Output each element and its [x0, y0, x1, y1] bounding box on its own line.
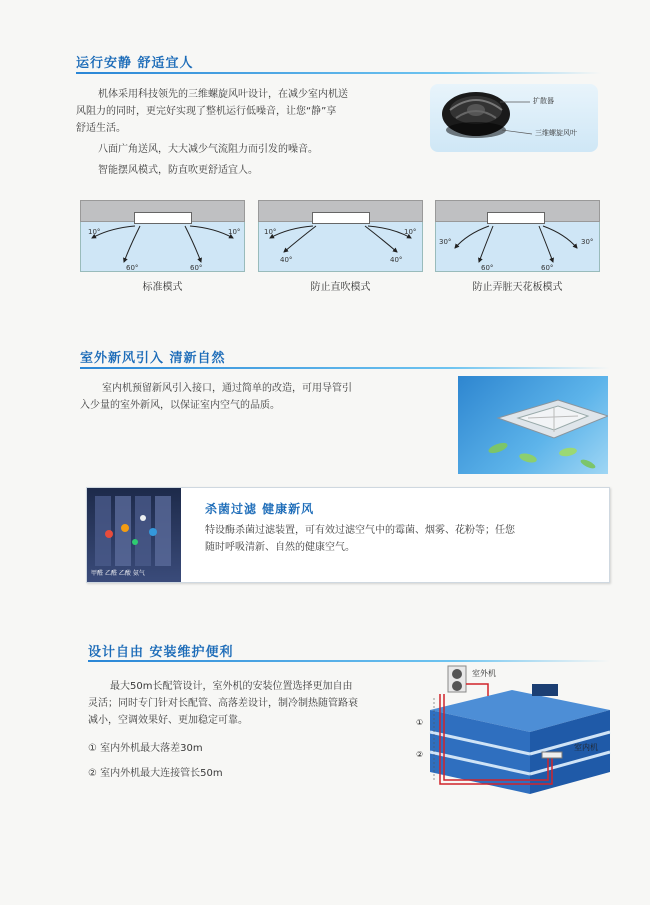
- section4-para-line2: 灵活；同时专门针对长配管、高落差设计，制冷制热随管路衰: [88, 698, 358, 709]
- marker-1-label: ①: [416, 718, 424, 727]
- section2-para-line2: 入少量的室外新风，以保证室内空气的品质。: [80, 400, 280, 411]
- section4-list: [88, 740, 388, 782]
- angle-label: 10°: [228, 228, 241, 236]
- list-number: ②: [88, 768, 97, 779]
- section3-para-line2: 随时呼吸清新、自然的健康空气。: [205, 542, 355, 553]
- list-text: 室内外机最大连接管长50m: [100, 768, 223, 779]
- building-illustration: [412, 664, 612, 804]
- building-diagram: [412, 664, 612, 804]
- fan-label-blade: 三维螺旋风叶: [535, 129, 577, 137]
- outdoor-unit-label: 室外机: [472, 669, 496, 678]
- angle-label: 10°: [88, 228, 101, 236]
- list-item: [88, 765, 388, 782]
- angle-label: 10°: [404, 228, 417, 236]
- mode-label-standard: 标准模式: [142, 282, 183, 293]
- section3-paragraph: [205, 522, 600, 556]
- indoor-unit-label: 室内机: [574, 743, 598, 752]
- fan-image: [430, 84, 598, 152]
- filter-label: 乙酸: [118, 570, 131, 577]
- section1-para3: 智能摆风模式，防直吹更舒适宜人。: [98, 165, 258, 176]
- section2-paragraph: [80, 380, 420, 414]
- angle-label: 60°: [190, 264, 203, 272]
- section1-para1-line3: 舒适生活。: [76, 123, 126, 134]
- angle-label: 40°: [280, 256, 293, 264]
- section1-para2: 八面广角送风，大大减少气流阻力而引发的噪音。: [98, 144, 318, 155]
- mode-diagram-no-direct: [258, 200, 423, 272]
- section4-para-line1: 最大50m长配管设计，室外机的安装位置选择更加自由: [110, 681, 353, 692]
- section3-title: 杀菌过滤 健康新风: [205, 502, 315, 516]
- section2-title: 室外新风引入 清新自然: [80, 351, 226, 366]
- filter-label: 乙醛: [104, 570, 117, 577]
- angle-label: 60°: [541, 264, 554, 272]
- filter-label: 氨气: [132, 570, 145, 577]
- angle-label: 30°: [581, 238, 594, 246]
- angle-label: 60°: [481, 264, 494, 272]
- filter-image: [87, 488, 181, 582]
- angle-label: 40°: [390, 256, 403, 264]
- list-text: 室内外机最大落差30m: [100, 743, 203, 754]
- fan-illustration: [430, 84, 598, 152]
- cassette-ac-image: [458, 376, 608, 474]
- section1-para1-line2: 风阻力的同时，更完好实现了整机运行低噪音，让您“静”享: [76, 106, 337, 117]
- section4-title: 设计自由 安装维护便利: [88, 645, 234, 660]
- marker-2-label: ②: [416, 750, 424, 759]
- mode-diagram-standard: [80, 200, 245, 272]
- filter-labels: [91, 568, 145, 577]
- fan-label-diffuser: 扩散器: [533, 97, 554, 105]
- section4-underline: [88, 660, 610, 662]
- section1-underline: [76, 72, 601, 74]
- angle-label: 30°: [439, 238, 452, 246]
- cassette-ac-illustration: [458, 376, 608, 474]
- section1-paragraph: [76, 86, 406, 179]
- section3-para-line1: 特设酶杀菌过滤装置，可有效过滤空气中的霉菌、烟雾、花粉等；任您: [205, 525, 515, 536]
- list-item: [88, 740, 388, 757]
- section3-card: [86, 487, 610, 583]
- angle-label: 10°: [264, 228, 277, 236]
- filter-label: 甲醛: [91, 570, 104, 577]
- angle-label: 60°: [126, 264, 139, 272]
- mode-diagram-no-dirty-ceiling: [435, 200, 600, 272]
- mode-label-no-direct: 防止直吹模式: [310, 282, 371, 293]
- section1-para1-line1: 机体采用科技领先的三维螺旋风叶设计，在减少室内机送: [98, 89, 348, 100]
- mode-label-no-dirty-ceiling: 防止弄脏天花板模式: [472, 282, 563, 293]
- section1-title: 运行安静 舒适宜人: [76, 56, 194, 71]
- section2-para-line1: 室内机预留新风引入接口，通过简单的改造，可用导管引: [102, 383, 352, 394]
- section4-paragraph: [88, 678, 408, 729]
- section4-para-line3: 减小，空调效果好、更加稳定可靠。: [88, 715, 248, 726]
- list-number: ①: [88, 743, 97, 754]
- section2-underline: [80, 367, 610, 369]
